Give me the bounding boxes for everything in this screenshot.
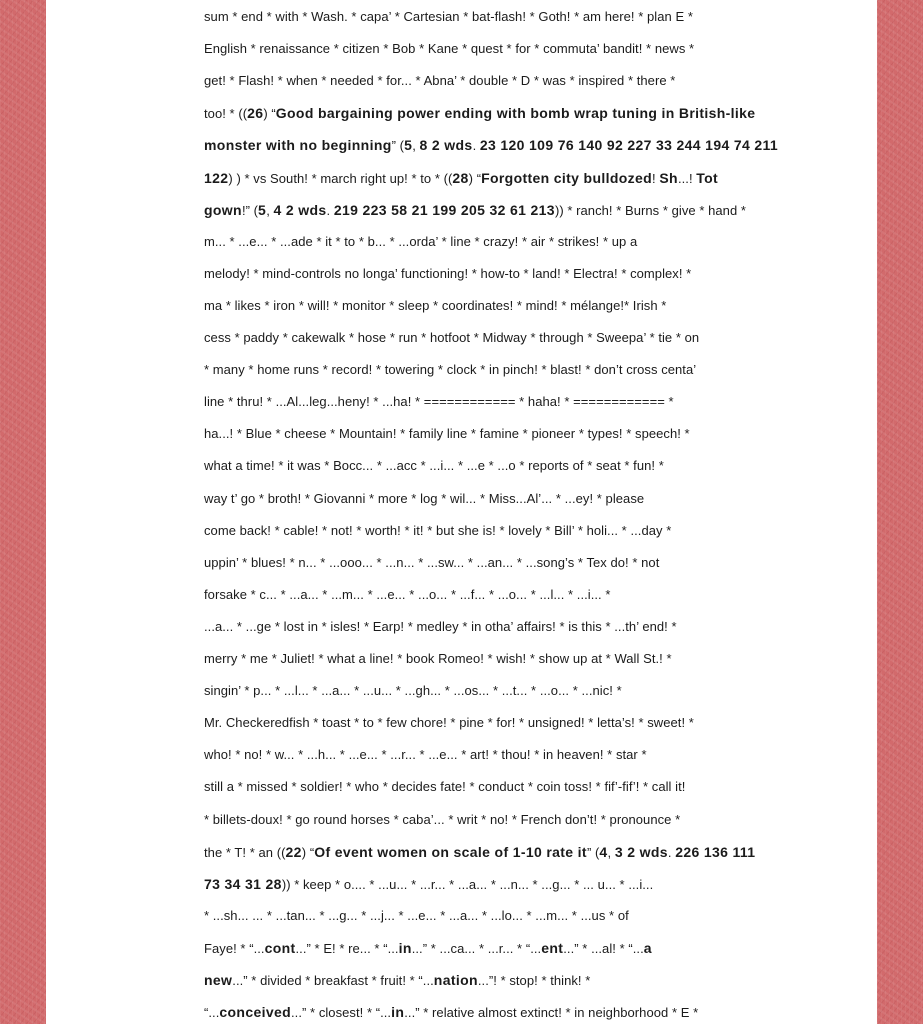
line-text: line * thru! * ...Al...leg...heny! * ...ha! * ============ * haha! * ============ * xyxy=(204,394,674,410)
line-text: ...! xyxy=(677,170,697,186)
poem-line xyxy=(204,650,672,668)
line-text: ...” * closest! * “... xyxy=(291,1005,392,1021)
bold-clue-text: 219 223 58 21 199 205 32 61 213 xyxy=(333,201,555,218)
poem-line xyxy=(204,875,653,894)
line-text: , xyxy=(412,138,420,154)
bold-clue-text: ent xyxy=(541,939,564,956)
line-text: . xyxy=(472,138,480,154)
line-text: forsake * c... * ...a... * ...m... * ...e... * ...o... * ...f... * ...o... * ...l... * ...i... * xyxy=(204,586,611,602)
line-text: ...” * E! * re... * “... xyxy=(295,940,399,956)
bold-clue-text: in xyxy=(391,1004,405,1021)
line-text: ...” * ...ca... * ...r... * “... xyxy=(411,940,542,956)
line-text: the * T! * an (( xyxy=(204,844,286,860)
bold-clue-text: 4 2 wds xyxy=(273,201,327,218)
poem-line xyxy=(204,843,755,862)
bold-clue-text: 122 xyxy=(204,169,229,186)
poem-line xyxy=(204,586,611,604)
poem-line xyxy=(204,907,629,925)
line-text: uppin’ * blues! * n... * ...ooo... * ...n... * ...sw... * ...an... * ...song’s * Tex do! * not xyxy=(204,554,660,570)
poem-line xyxy=(204,490,644,508)
line-text: singin’ * p... * ...l... * ...a... * ...u... * ...gh... * ...os... * ...t... * ...o... * ...nic! * xyxy=(204,683,622,699)
line-text: cess * paddy * cakewalk * hose * run * hotfoot * Midway * through * Sweepa’ * tie * on xyxy=(204,330,700,345)
bold-clue-text: 73 34 31 28 xyxy=(204,875,282,892)
line-text: ) “ xyxy=(468,170,482,186)
poem-line xyxy=(204,169,718,188)
bold-clue-text: new xyxy=(204,972,233,988)
bold-clue-text: 5 xyxy=(258,201,267,218)
line-text: . xyxy=(667,844,676,860)
poem-line xyxy=(204,618,677,636)
bold-clue-text: 5 xyxy=(404,137,413,154)
bold-clue-text: Forgotten city bulldozed xyxy=(481,169,653,186)
line-text: melody! * mind-controls no longa’ functioning! * how-to * land! * Electra! * complex! * xyxy=(204,265,692,281)
poem-line xyxy=(204,361,696,379)
left-decorative-border xyxy=(0,0,46,1024)
line-text: get! * Flash! * when * needed * for... * Abna’ * double * D * was * inspired * there * xyxy=(204,73,676,89)
bold-clue-text: Good bargaining power ending with bomb wrap tuning in British-like xyxy=(275,105,756,122)
line-text: ...”! * stop! * think! * xyxy=(477,973,591,988)
line-text: Faye! * “... xyxy=(204,940,265,956)
line-text: ) “ xyxy=(301,844,315,860)
bold-clue-text: nation xyxy=(433,972,478,988)
poem-line xyxy=(204,457,664,475)
line-text: . xyxy=(326,202,334,218)
poem-line xyxy=(204,971,590,990)
bold-clue-text: Of event women on scale of 1-10 rate it xyxy=(314,843,587,860)
poem-line xyxy=(204,746,647,764)
bold-clue-text: cont xyxy=(264,939,296,956)
poem-line xyxy=(204,40,694,58)
line-text: , xyxy=(266,202,274,218)
poem-line xyxy=(204,393,674,411)
bold-clue-text: gown xyxy=(204,201,242,218)
line-text: Mr. Checkeredfish * toast * to * few chore! * pine * for! * unsigned! * letta’s! * sweet! * xyxy=(204,715,694,731)
line-text: m... * ...e... * ...ade * it * to * b... * ...orda’ * line * crazy! * air * strikes! * up a xyxy=(204,233,638,249)
line-text: way t’ go * broth! * Giovanni * more * log * wil... * Miss...Al’... * ...ey! * please xyxy=(204,490,645,506)
bold-clue-text: 226 136 111 xyxy=(675,843,756,860)
line-text: still a * missed * soldier! * who * decides fate! * conduct * coin toss! * fif’-fif’! * call it! xyxy=(204,779,686,795)
bold-clue-text: monster with no beginning xyxy=(204,137,392,154)
poem-line xyxy=(204,8,693,26)
line-text: )) * ranch! * Burns * give * hand * xyxy=(554,202,747,218)
line-text: “... xyxy=(204,1005,220,1021)
line-text: * billets-doux! * go round horses * caba’... * writ * no! * French don’t! * pronounce * xyxy=(204,811,681,827)
poem-line xyxy=(204,682,622,700)
line-text: ” ( xyxy=(586,844,600,860)
poem-line xyxy=(204,554,659,572)
poem-line xyxy=(204,522,671,540)
poem-line xyxy=(204,329,699,347)
bold-clue-text: Sh xyxy=(659,169,678,186)
line-text: English * renaissance * citizen * Bob * Kane * quest * for * commuta’ bandit! * news * xyxy=(204,41,695,57)
bold-clue-text: 4 xyxy=(599,843,608,860)
line-text: too! * (( xyxy=(204,106,248,122)
poem-line xyxy=(204,811,680,829)
poem-line xyxy=(204,297,666,315)
poem-line xyxy=(204,136,778,155)
poem-line xyxy=(204,233,637,251)
bold-clue-text: 22 xyxy=(285,843,302,860)
bold-clue-text: 28 xyxy=(452,169,469,186)
poem-line xyxy=(204,939,652,958)
bold-clue-text: 3 2 wds xyxy=(614,843,668,860)
bold-clue-text: a xyxy=(643,939,652,956)
line-text: ) “ xyxy=(263,106,276,122)
line-text: ! xyxy=(652,170,660,186)
line-text: * ...sh... ... * ...tan... * ...g... * ...j... * ...e... * ...a... * ...lo... * ...m... * ...us * of xyxy=(204,907,629,923)
poem-line xyxy=(204,425,690,443)
line-text: ...” * relative almost extinct! * in neighborhood * E * xyxy=(404,1005,699,1021)
line-text: come back! * cable! * not! * worth! * it! * but she is! * lovely * Bill’ * holi... * ...day * xyxy=(204,522,672,538)
poem-line xyxy=(204,104,755,123)
poem-line xyxy=(204,201,746,220)
bold-clue-text: Tot xyxy=(696,169,719,186)
line-text: who! * no! * w... * ...h... * ...e... * ...r... * ...e... * art! * thou! * in heaven! * star * xyxy=(204,747,647,763)
bold-clue-text: 23 120 109 76 140 92 227 33 244 194 74 211 xyxy=(479,137,778,154)
bold-clue-text: conceived xyxy=(219,1004,292,1021)
line-text: ma * likes * iron * will! * monitor * sleep * coordinates! * mind! * mélange!* Irish * xyxy=(204,297,667,313)
line-text: !” ( xyxy=(241,202,259,218)
line-text: ...” * divided * breakfast * fruit! * “... xyxy=(232,973,434,988)
line-text: ...a... * ...ge * lost in * isles! * Earp! * medley * in otha’ affairs! * is this * ...th’ end! * xyxy=(204,618,677,634)
line-text: ha...! * Blue * cheese * Mountain! * family line * famine * pioneer * types! * speech! * xyxy=(204,426,690,442)
right-decorative-border xyxy=(877,0,923,1024)
line-text: what a time! * it was * Bocc... * ...acc * ...i... * ...e * ...o * reports of * seat * fun! * xyxy=(204,458,664,474)
line-text: )) * keep * o.... * ...u... * ...r... * ...a... * ...n... * ...g... * ... u... * ...i... xyxy=(281,876,654,892)
line-text: merry * me * Juliet! * what a line! * book Romeo! * wish! * show up at * Wall St.! * xyxy=(204,651,672,666)
line-text: * many * home runs * record! * towering * clock * in pinch! * blast! * don’t cross centa’ xyxy=(204,362,697,378)
poem-line xyxy=(204,265,691,283)
poem-line xyxy=(204,1003,698,1022)
line-text: sum * end * with * Wash. * capa’ * Cartesian * bat-flash! * Goth! * am here! * plan E * xyxy=(204,9,693,24)
poem-line xyxy=(204,72,675,90)
line-text: , xyxy=(607,844,615,860)
line-text: ...” * ...al! * “... xyxy=(563,940,644,956)
line-text: ) ) * vs South! * march right up! * to * (( xyxy=(228,170,453,186)
bold-clue-text: in xyxy=(398,939,412,956)
poem-line xyxy=(204,714,694,732)
line-text: ” ( xyxy=(391,138,405,154)
bold-clue-text: 8 2 wds xyxy=(419,137,473,154)
bold-clue-text: 26 xyxy=(247,105,264,122)
poem-line xyxy=(204,778,685,796)
